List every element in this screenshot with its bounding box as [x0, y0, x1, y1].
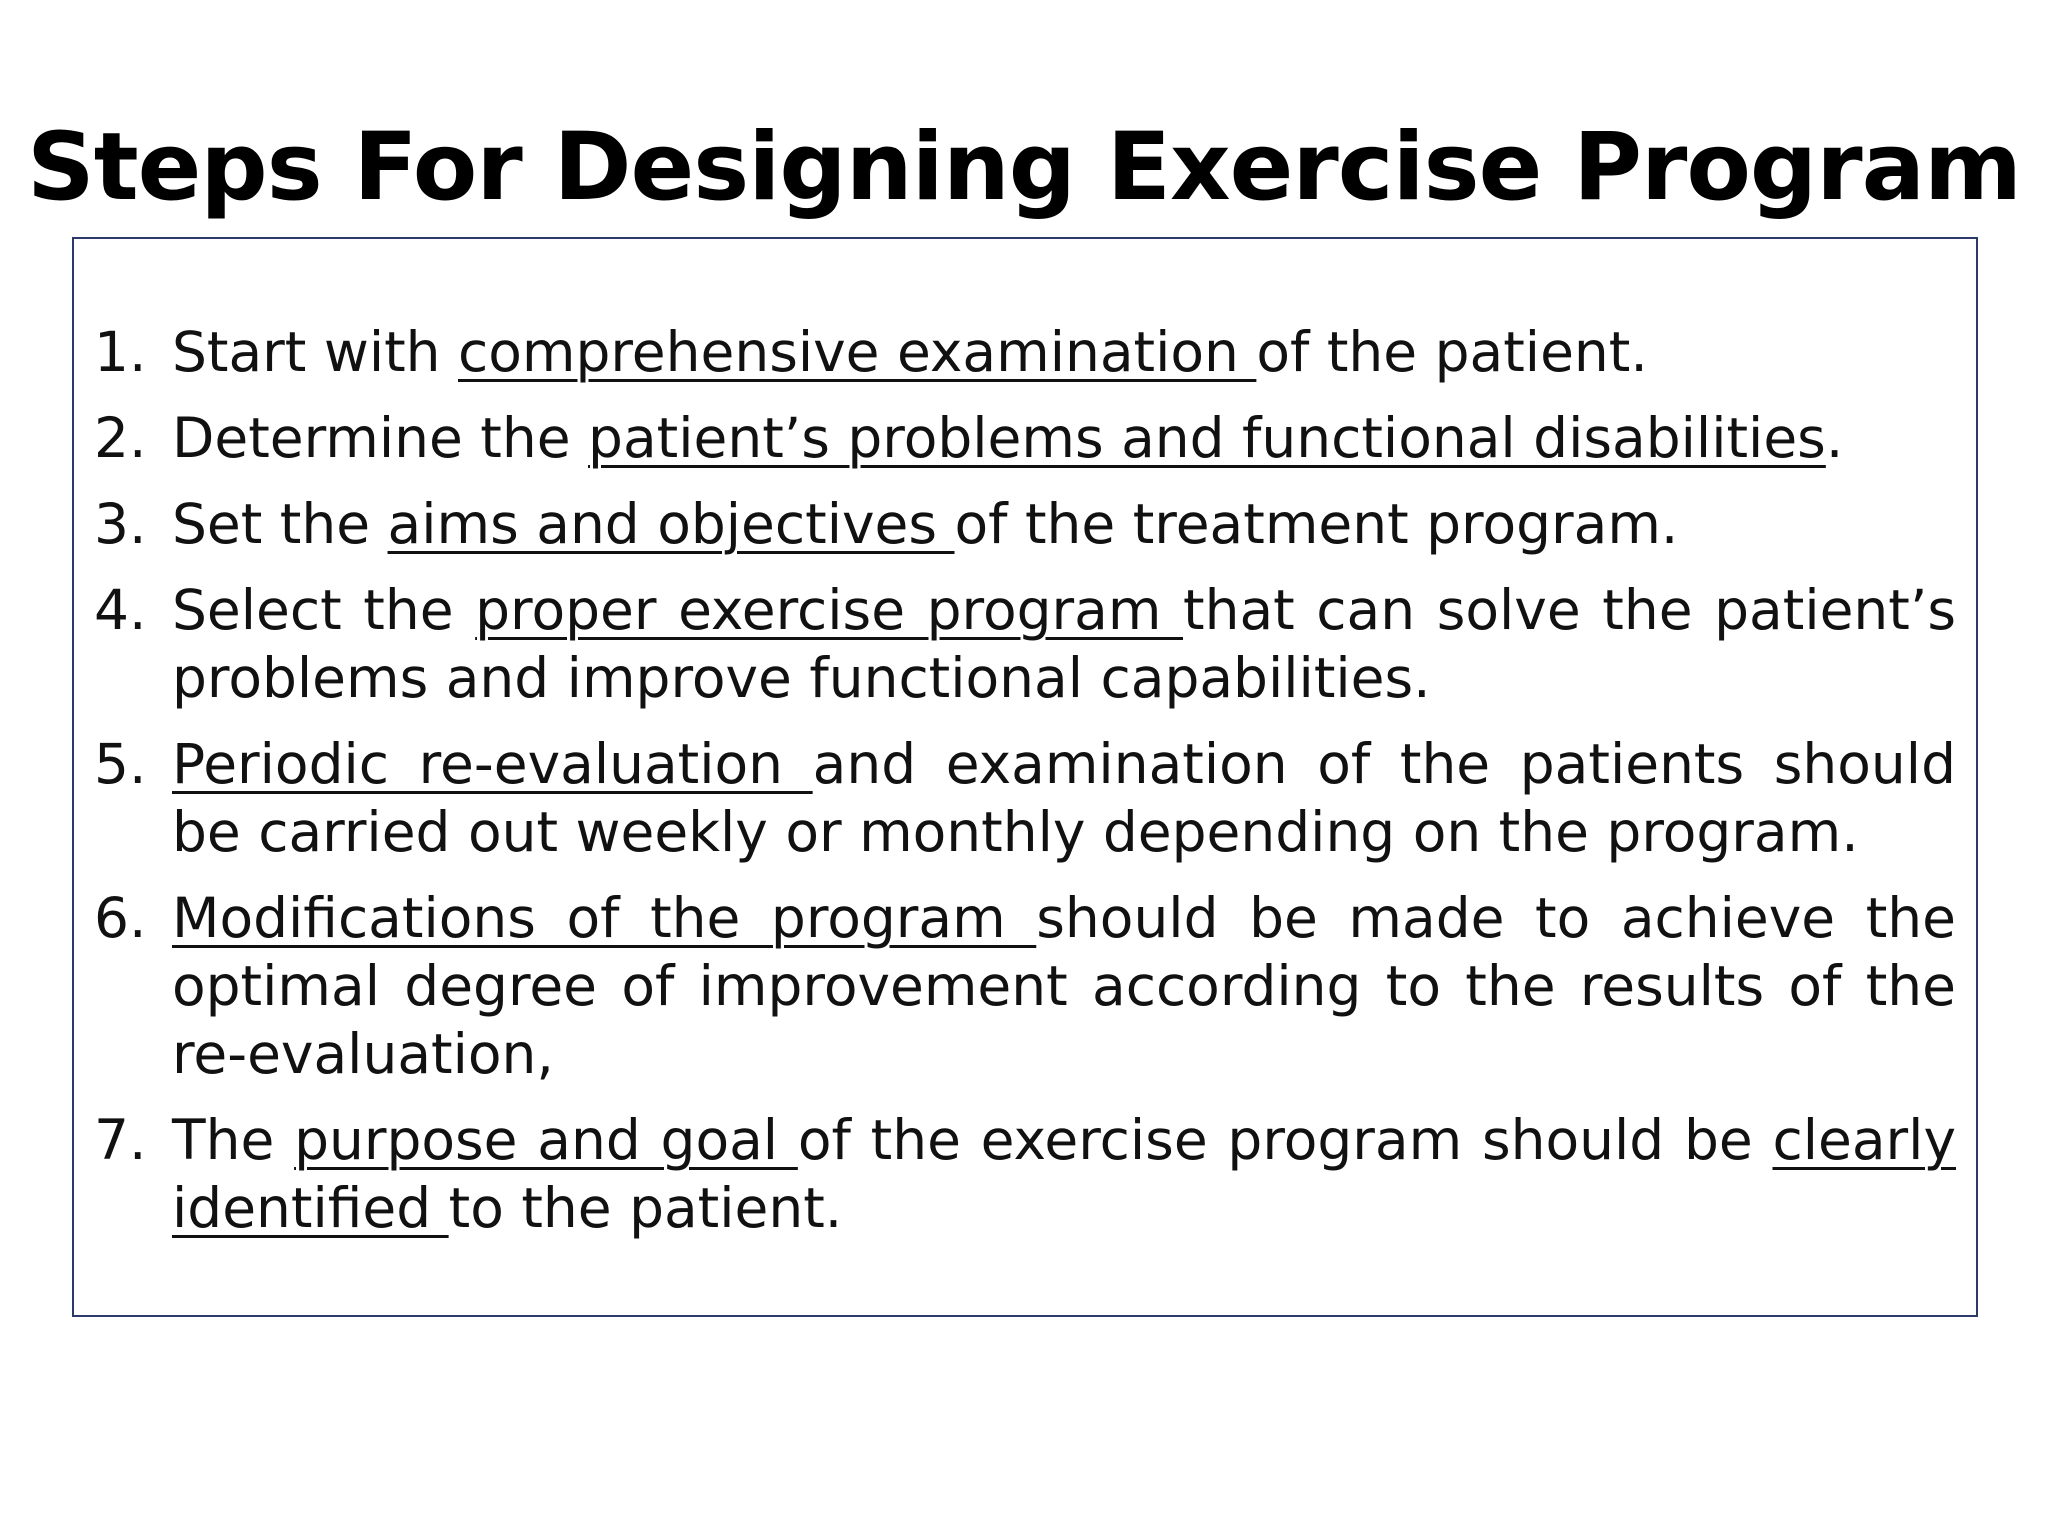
steps-list [94, 318, 1956, 1260]
step-text: Select the [172, 578, 476, 642]
step-text: of the patient. [1256, 320, 1648, 384]
step-text: Determine the [172, 406, 589, 470]
step-underlined-text: aims and objectives [387, 492, 955, 556]
list-item [94, 404, 1956, 472]
step-number: 7. [94, 1108, 147, 1172]
step-number: 5. [94, 732, 147, 796]
step-number: 6. [94, 886, 147, 950]
list-item [94, 490, 1956, 558]
step-text: of the treatment program. [954, 492, 1679, 556]
step-text: to the patient. [448, 1176, 843, 1240]
step-text: Set the [172, 492, 388, 556]
list-item [94, 1106, 1956, 1242]
step-text: that can solve the patient’s problems and improve functional capabilities. [172, 578, 1956, 710]
step-underlined-text: patient’s problems and functional disabilities [588, 406, 1826, 470]
step-text: of the exercise program should be [797, 1108, 1773, 1172]
step-number: 3. [94, 492, 147, 556]
step-text: Start with [172, 320, 459, 384]
list-item [94, 576, 1956, 712]
step-text: should be made to achieve the optimal degree of improvement according to the results of the re-evaluation, [172, 886, 1956, 1086]
step-text: . [1825, 406, 1844, 470]
step-underlined-text: Periodic re-evaluation [172, 732, 813, 796]
list-item [94, 318, 1956, 386]
list-item [94, 884, 1956, 1088]
list-item [94, 730, 1956, 866]
step-number: 4. [94, 578, 147, 642]
step-underlined-text: comprehensive examination [458, 320, 1257, 384]
step-number: 2. [94, 406, 147, 470]
step-underlined-text: Modifications of the program [172, 886, 1037, 950]
step-text: and examination of the patients should be carried out weekly or monthly depending on the program. [172, 732, 1956, 864]
slide-title: Steps For Designing Exercise Program [27, 113, 2021, 222]
step-underlined-text: clearly identified [172, 1108, 1956, 1240]
step-underlined-text: proper exercise program [475, 578, 1184, 642]
step-number: 1. [94, 320, 147, 384]
step-text: The [172, 1108, 295, 1172]
step-underlined-text: purpose and goal [294, 1108, 798, 1172]
